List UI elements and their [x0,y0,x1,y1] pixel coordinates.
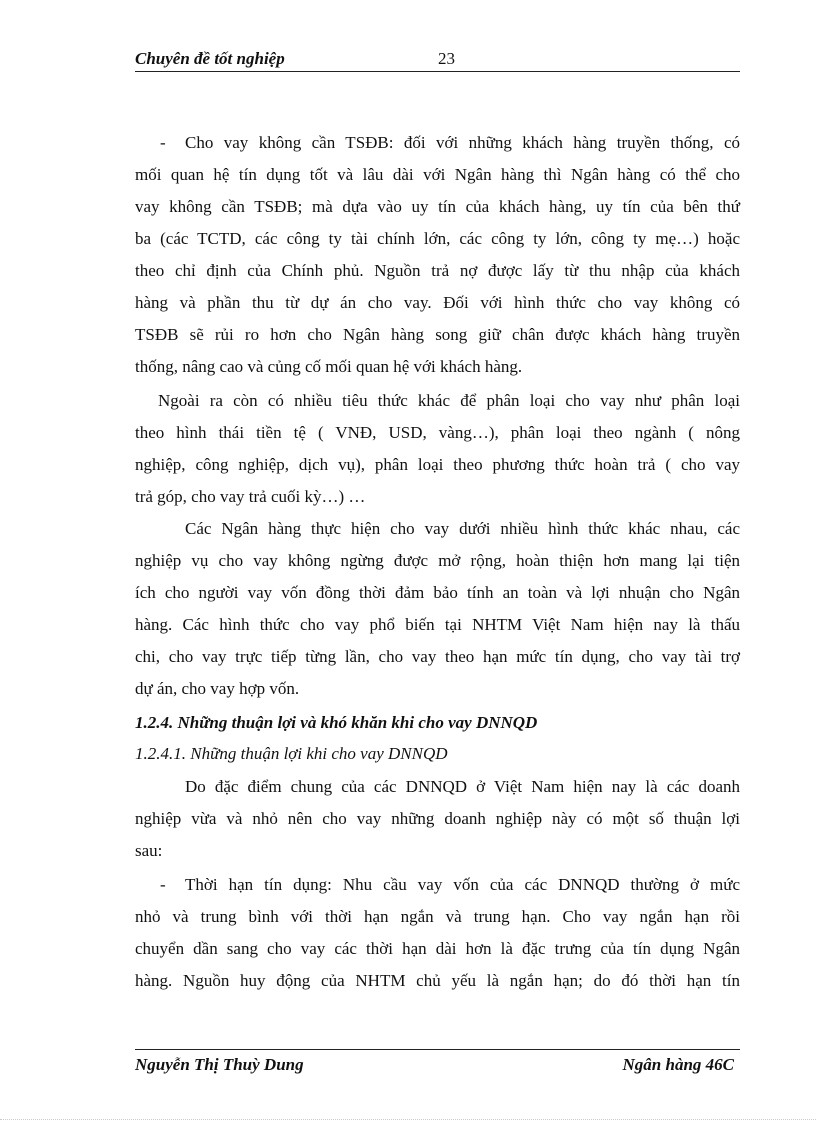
body-line: nghiệp vừa và nhỏ nên cho vay những doanh nghiệp này có một số thuận lợi [135,809,740,828]
body-line: Các Ngân hàng thực hiện cho vay dưới nhiều hình thức khác nhau, các [185,519,740,538]
footer-class: Ngân hàng 46C [622,1055,734,1074]
body-line: thống, nâng cao và củng cố mối quan hệ với khách hàng. [135,357,523,376]
page-number: 23 [438,49,455,68]
body-line: dự án, cho vay hợp vốn. [135,679,300,698]
bullet-dash: - [160,133,166,152]
body-line: ích cho người vay vốn đồng thời đảm bảo tính an toàn và lợi nhuận cho Ngân [135,583,740,602]
body-line: sau: [135,841,163,860]
footer-author: Nguyễn Thị Thuỳ Dung [135,1055,304,1074]
footer-rule [135,1049,740,1050]
body-line: nhỏ và trung bình với thời hạn ngắn và trung hạn. Cho vay ngắn hạn rồi [135,907,740,926]
page-header [135,49,740,72]
body-line: chi, cho vay trực tiếp từng lần, cho vay theo hạn mức tín dụng, cho vay tài trợ [135,647,740,666]
body-line: ba (các TCTD, các công ty tài chính lớn, các công ty lớn, công ty mẹ…) hoặc [135,229,740,248]
body-line: Ngoài ra còn có nhiều tiêu thức khác để phân loại cho vay như phân loại [158,391,740,410]
body-line: nghiệp vụ cho vay không ngừng được mở rộng, hoàn thiện hơn mang lại tiện [135,551,740,570]
subsection-heading: 1.2.4.1. Những thuận lợi khi cho vay DNNQD [135,744,448,763]
body-line: hàng và phần thu từ dự án cho vay. Đối với hình thức cho vay không có [135,293,740,312]
body-line: theo hình thái tiền tệ ( VNĐ, USD, vàng…), phân loại theo ngành ( nông [135,423,740,442]
body-line: trả góp, cho vay trả cuối kỳ…) … [135,487,366,506]
body-line: theo chỉ định của Chính phủ. Nguồn trả nợ được lấy từ thu nhập của khách [135,261,740,280]
page-edge-divider [0,1119,816,1120]
body-line: Do đặc điểm chung của các DNNQD ở Việt Nam hiện nay là các doanh [185,777,740,796]
body-line: chuyển dần sang cho vay các thời hạn dài hơn là đặc trưng của tín dụng Ngân [135,939,740,958]
document-title: Chuyên đề tốt nghiệp [135,49,285,68]
body-line: nghiệp, công nghiệp, dịch vụ), phân loại theo phương thức hoàn trả ( cho vay [135,455,740,474]
body-line: vay không cần TSĐB; mà dựa vào uy tín của khách hàng, uy tín của bên thứ [135,197,740,216]
body-line: TSĐB sẽ rủi ro hơn cho Ngân hàng song giữ chân được khách hàng truyền [135,325,740,344]
bullet-dash: - [160,875,166,894]
body-line: Thời hạn tín dụng: Nhu cầu vay vốn của các DNNQD thường ở mức [185,875,740,894]
section-heading: 1.2.4. Những thuận lợi và khó khăn khi cho vay DNNQD [135,713,538,732]
body-line: mối quan hệ tín dụng tốt và lâu dài với Ngân hàng thì Ngân hàng có thể cho [135,165,740,184]
body-line: Cho vay không cần TSĐB: đối với những khách hàng truyền thống, có [185,133,740,152]
body-line: hàng. Nguồn huy động của NHTM chủ yếu là ngắn hạn; do đó thời hạn tín [135,971,740,990]
body-line: hàng. Các hình thức cho vay phổ biến tại NHTM Việt Nam hiện nay là thấu [135,615,740,634]
